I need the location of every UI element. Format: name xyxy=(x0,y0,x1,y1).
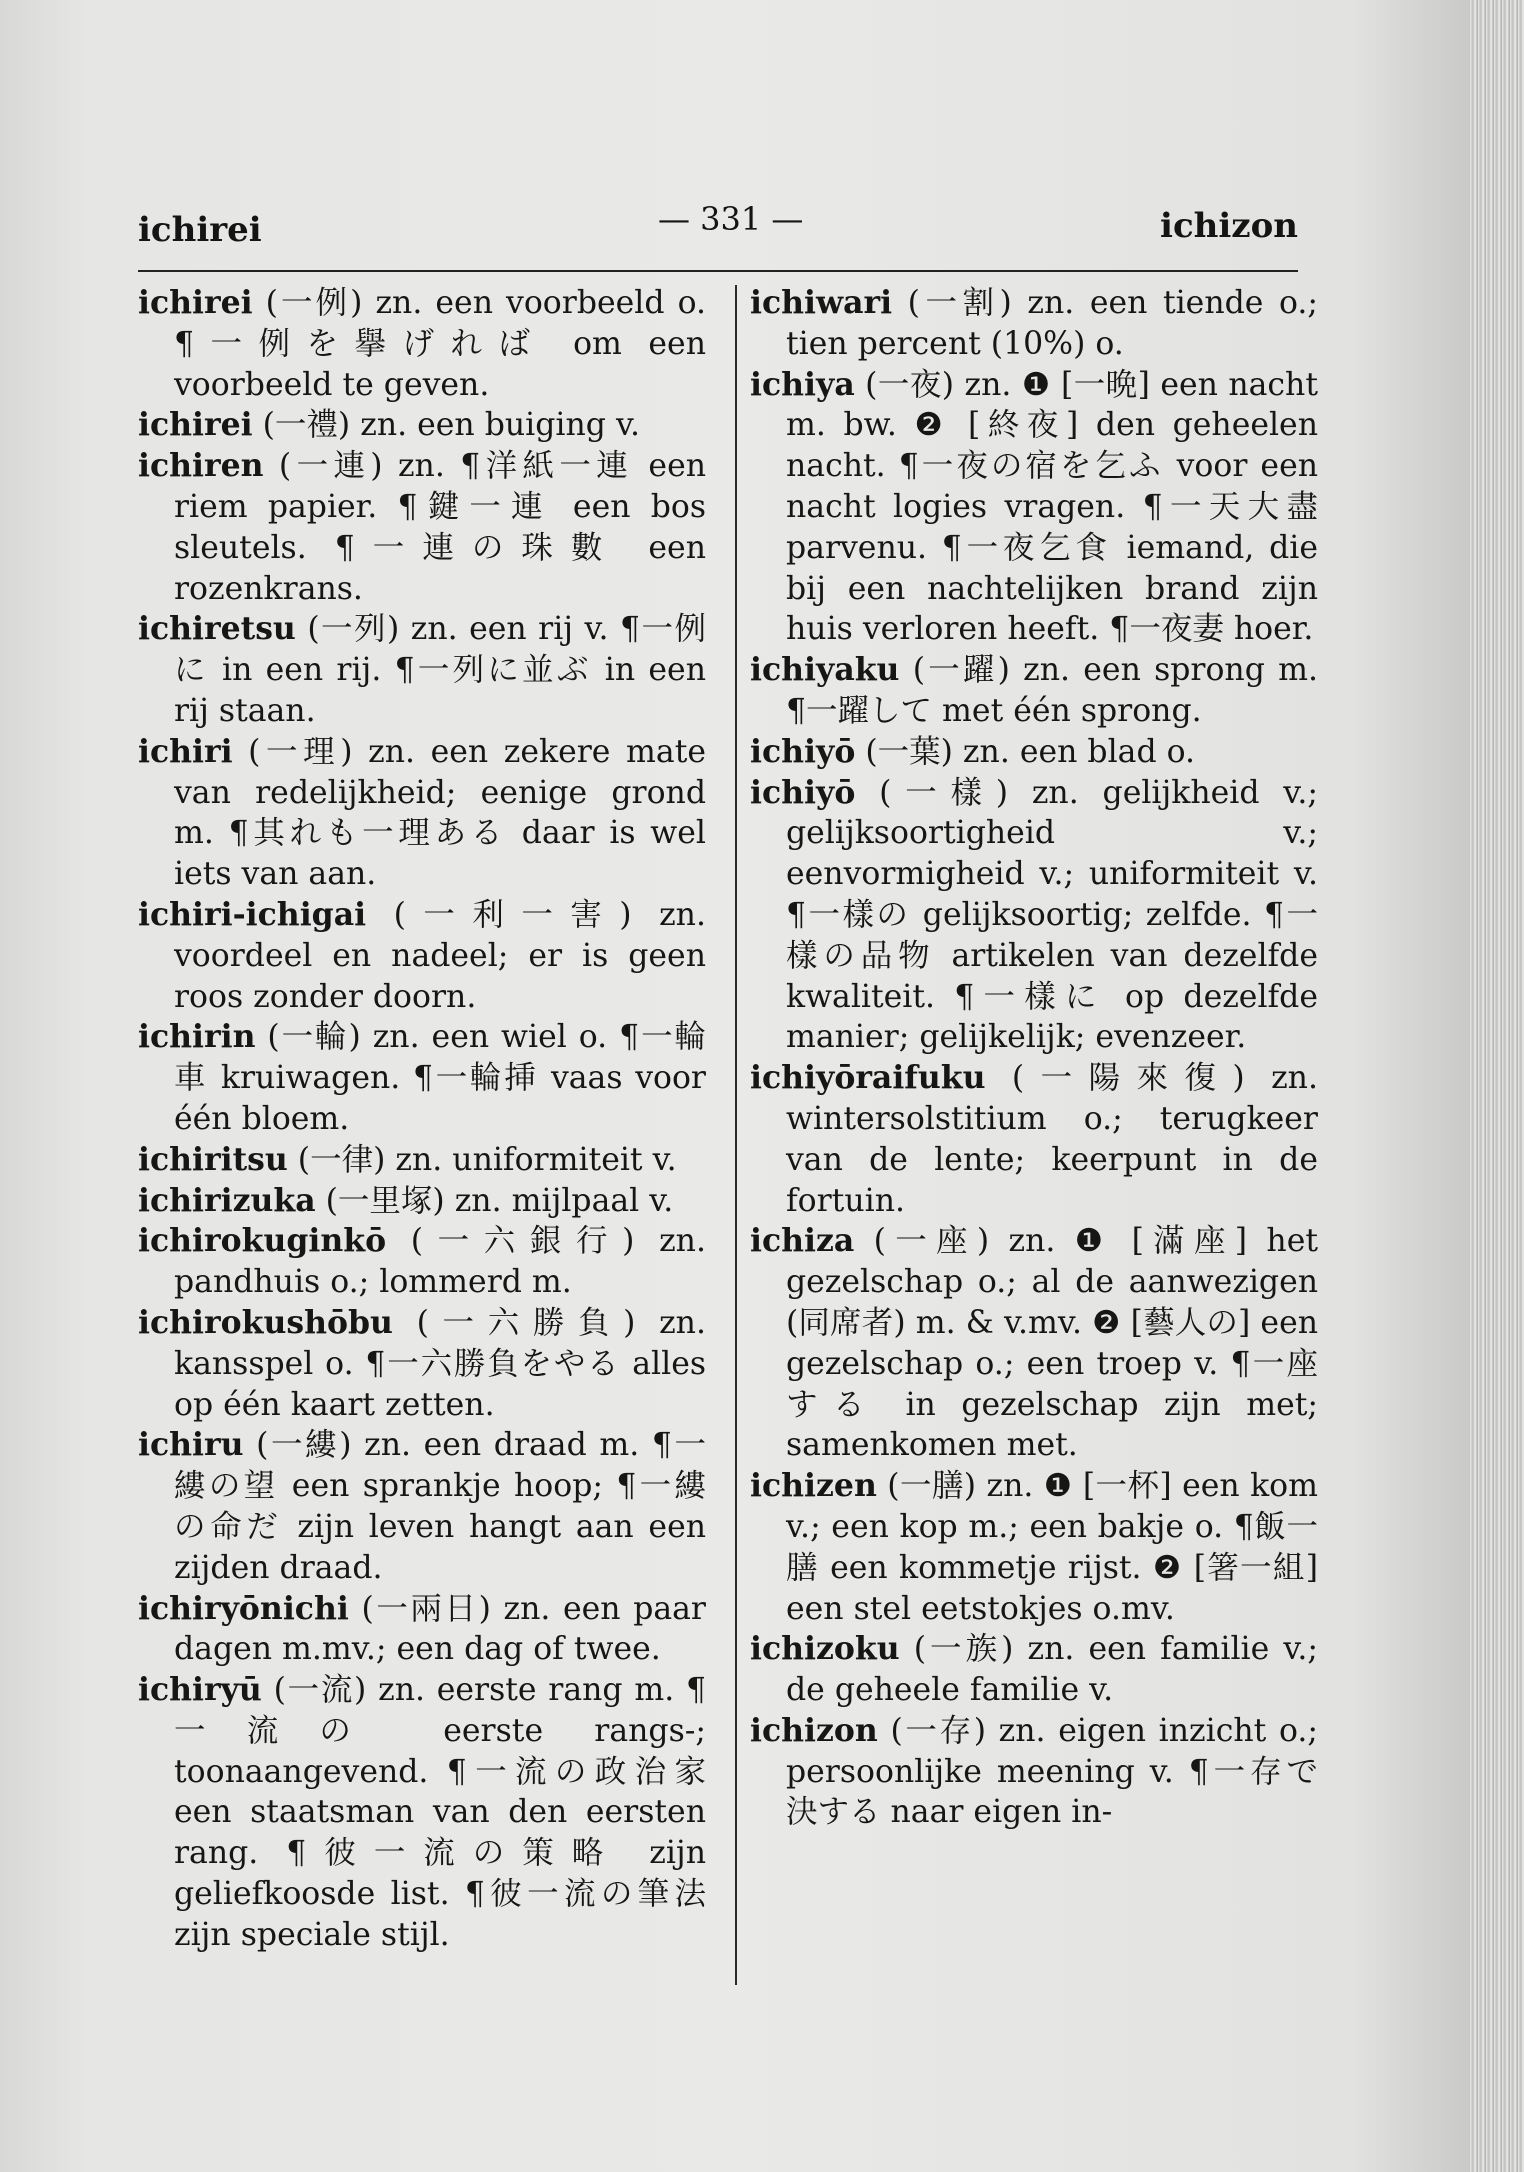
entry-headword: ichirokushōbu xyxy=(138,1303,393,1341)
entry-headword: ichiyō xyxy=(750,732,856,770)
entry-definition: (一列) zn. een rij v. ¶一例に in een rij. ¶一列に並ぶ in een rij staan. xyxy=(174,611,706,729)
dictionary-entry xyxy=(138,1670,706,1956)
entry-definition: (一縷) zn. een draad m. ¶一縷の望 een sprankje hoop; ¶一縷の命だ zijn leven hangt aan een zijden draad. xyxy=(174,1427,706,1586)
dictionary-entry xyxy=(138,1425,706,1588)
entry-headword: ichiyōraifuku xyxy=(750,1059,986,1097)
entry-headword: ichirei xyxy=(138,406,253,444)
dictionary-entry xyxy=(750,1629,1318,1711)
entry-definition: (一輪) zn. een wiel o. ¶一輪車 kruiwagen. ¶一輪挿 vaas voor één bloem. xyxy=(174,1019,706,1137)
entry-headword: ichirin xyxy=(138,1018,256,1056)
entry-definition: (一六銀行) zn. pandhuis o.; lommerd m. xyxy=(174,1223,706,1301)
header-right-guideword: ichizon xyxy=(1160,206,1298,246)
entry-definition: (一律) zn. uniformiteit v. xyxy=(287,1141,677,1178)
dictionary-entry xyxy=(138,283,706,405)
entry-headword: ichiryū xyxy=(138,1671,262,1709)
left-column xyxy=(138,283,706,1956)
dictionary-entry xyxy=(750,1711,1318,1833)
entry-headword: ichiwari xyxy=(750,284,893,321)
dictionary-entry xyxy=(138,1221,706,1303)
dictionary-entry xyxy=(750,1221,1318,1466)
entry-definition: (一割) zn. een tiende o.; tien percent (10%) o. xyxy=(786,285,1318,362)
entry-definition: (一兩日) zn. een paar dagen m.mv.; een dag of twee. xyxy=(174,1590,706,1668)
dictionary-entry xyxy=(750,365,1318,651)
entry-headword: ichirei xyxy=(138,284,253,321)
entry-headword: ichizoku xyxy=(750,1630,900,1668)
dictionary-entry xyxy=(750,650,1318,732)
entry-definition: (一座) zn. ❶ [滿座] het gezelschap o.; al de aanwezigen (同席者) m. & v.mv. ❷ [藝人の] een gezelschap o.; een troep v. ¶一座する in gezelschap zijn met; samenkomen met. xyxy=(786,1223,1318,1464)
dictionary-entry xyxy=(138,1589,706,1671)
entry-headword: ichizon xyxy=(750,1711,878,1749)
entry-definition: (一膳) zn. ❶ [一杯] een kom v.; een kop m.; een bakje o. ¶飯一膳 een kommetje rijst. ❷ [箸一組] een stel eetstokjes o.mv. xyxy=(786,1468,1318,1627)
dictionary-entry xyxy=(138,895,706,1017)
dictionary-entry xyxy=(138,1303,706,1425)
entry-definition: (一樣) zn. gelijkheid v.; gelijksoortigheid v.; eenvormigheid v.; uniformiteit v. ¶一樣の gelijksoortig; zelfde. ¶一樣の品物 artikelen van dezelfde kwaliteit. ¶一樣に op dezelfde manier; gelijkelijk; evenzeer. xyxy=(786,774,1318,1056)
entry-definition: (一陽來復) zn. wintersolstitium o.; terugkeer van de lente; keerpunt in de fortuin. xyxy=(786,1060,1318,1219)
dictionary-entry xyxy=(138,446,706,609)
dictionary-entry xyxy=(750,773,1318,1059)
entry-headword: ichiza xyxy=(750,1222,855,1260)
entry-definition: (一躍) zn. een sprong m. ¶一躍して met één sprong. xyxy=(786,652,1318,729)
page-stack-edge xyxy=(1470,0,1524,2172)
header-left-guideword: ichirei xyxy=(138,210,262,250)
entry-headword: ichirizuka xyxy=(138,1181,316,1219)
dictionary-entry xyxy=(750,1058,1318,1221)
entry-headword: ichiru xyxy=(138,1426,244,1464)
dictionary-entry xyxy=(138,1181,706,1222)
entry-headword: ichiren xyxy=(138,447,264,485)
dictionary-entry xyxy=(138,732,706,895)
entry-definition: (一葉) zn. een blad o. xyxy=(855,733,1196,770)
entry-definition: (一例) zn. een voorbeeld o. ¶一例を擧げれば om een voorbeeld te geven. xyxy=(174,285,706,403)
entry-definition: (一連) zn. ¶洋紙一連 een riem papier. ¶鍵一連 een bos sleutels. ¶一連の珠數 een rozenkrans. xyxy=(174,448,706,607)
dictionary-entry xyxy=(750,283,1318,365)
dictionary-entry xyxy=(138,405,706,446)
entry-headword: ichiyaku xyxy=(750,651,900,689)
dictionary-entry xyxy=(138,1140,706,1181)
entry-headword: ichiryōnichi xyxy=(138,1589,349,1627)
right-column xyxy=(750,283,1318,1833)
page-number: — 331 — xyxy=(658,200,804,238)
entry-headword: ichiyō xyxy=(750,773,856,811)
dictionary-entry xyxy=(750,1466,1318,1629)
dictionary-entry xyxy=(138,609,706,731)
entry-definition: (一存) zn. eigen inzicht o.; persoonlijke meening v. ¶一存で決する naar eigen in- xyxy=(786,1712,1318,1831)
entry-headword: ichiri xyxy=(138,732,233,770)
dictionary-entry xyxy=(138,1017,706,1139)
entry-headword: ichiretsu xyxy=(138,610,296,648)
entry-headword: ichiya xyxy=(750,365,855,403)
dictionary-entry xyxy=(750,732,1318,773)
entry-headword: ichizen xyxy=(750,1467,877,1505)
page-header xyxy=(138,200,1298,272)
entry-definition: (一里塚) zn. mijlpaal v. xyxy=(315,1182,674,1219)
entry-definition: (一六勝負) zn. kansspel o. ¶一六勝負をやる alles op één kaart zetten. xyxy=(174,1304,706,1423)
entry-definition: (一族) zn. een familie v.; de geheele familie v. xyxy=(786,1631,1318,1709)
entry-definition: (一流) zn. eerste rang m. ¶一流の eerste rangs-; toonaangevend. ¶一流の政治家 een staatsman van den eersten rang. ¶彼一流の策略 zijn geliefkoosde list. ¶彼一流の筆法 zijn speciale stijl. xyxy=(174,1672,706,1953)
entry-definition: (一利一害) zn. voordeel en nadeel; er is geen roos zonder doorn. xyxy=(174,896,706,1015)
column-divider xyxy=(735,285,737,1985)
entry-definition: (一禮) zn. een buiging v. xyxy=(252,407,641,444)
entry-headword: ichiritsu xyxy=(138,1140,288,1178)
entry-headword: ichirokuginkō xyxy=(138,1222,387,1260)
entry-definition: (一理) zn. een zekere mate van redelijkheid; eenige grond m. ¶其れも一理ある daar is wel iets van aan. xyxy=(174,733,706,893)
entry-headword: ichiri-ichigai xyxy=(138,895,367,933)
entry-definition: (一夜) zn. ❶ [一晩] een nacht m. bw. ❷ [終夜] den geheelen nacht. ¶一夜の宿を乞ふ voor een nacht logies vragen. ¶一天大盡 parvenu. ¶一夜乞食 iemand, die bij een nachtelijken brand zijn huis verloren heeft. ¶一夜妻 hoer. xyxy=(786,366,1318,648)
